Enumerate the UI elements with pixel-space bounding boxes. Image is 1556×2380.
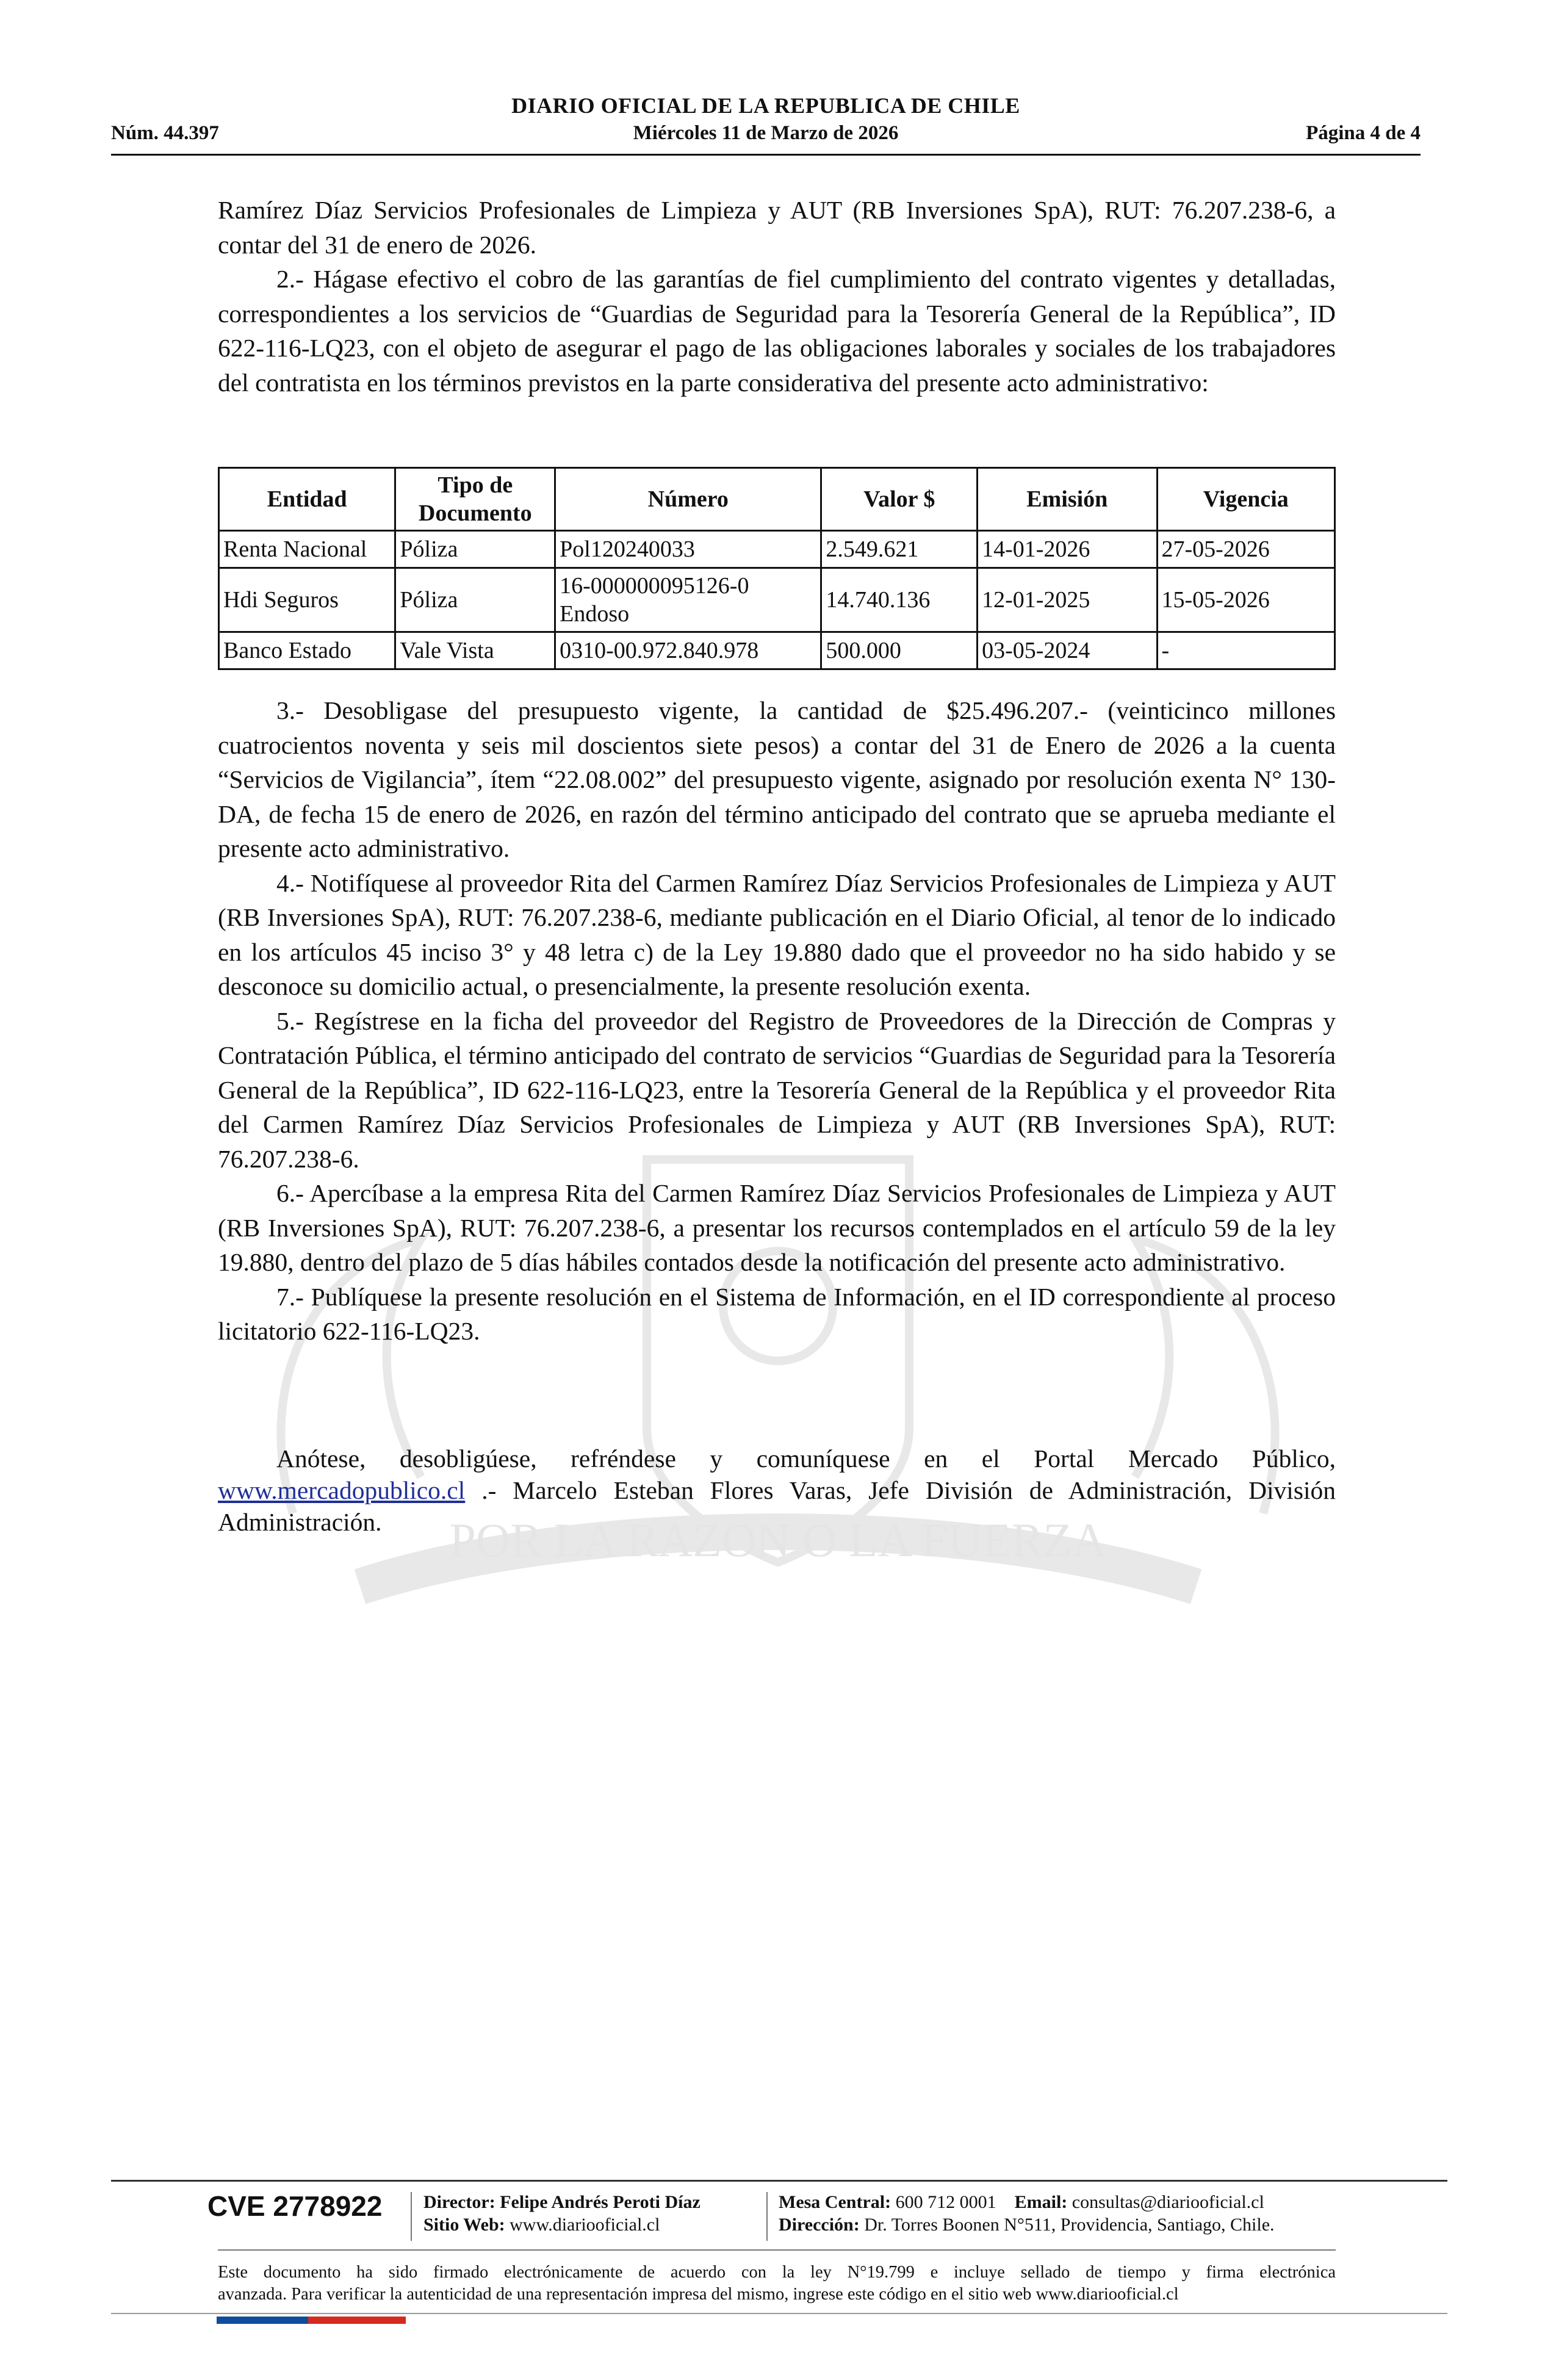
table-cell: 15-05-2026 bbox=[1157, 568, 1335, 632]
table-cell: 14-01-2026 bbox=[978, 531, 1157, 568]
footer-separator bbox=[766, 2192, 768, 2241]
paragraph-2: 2.- Hágase efectivo el cobro de las garantías de fiel cumplimiento del contrato vigentes y detalladas, correspondientes a los servicios de “Guardias de Seguridad para la Tesorería General de la República”, ID 622-116-LQ23, con el objeto de asegurar el pago de las obligaciones laborales y sociales de los trabajadores del contratista en los términos previstos en la parte considerativa del presente acto administrativo: bbox=[218, 265, 1336, 397]
issue-date: Miércoles 11 de Marzo de 2026 bbox=[633, 122, 899, 144]
paragraph-6: 6.- Apercíbase a la empresa Rita del Carmen Ramírez Díaz Servicios Profesionales de Limpieza y AUT (RB Inversiones SpA), RUT: 76.207.238-6, a presentar los recursos contemplados en el artículo 59 de la ley 19.880, dentro del plazo de 5 días hábiles contados desde la notificación del presente acto administrativo. bbox=[218, 1179, 1336, 1276]
closing-paragraph bbox=[218, 1443, 1336, 1538]
body-section-bottom bbox=[218, 693, 1336, 1349]
table-cell: 2.549.621 bbox=[821, 531, 978, 568]
email-address: consultas@diariooficial.cl bbox=[1072, 2192, 1264, 2212]
web-url: www.diariooficial.cl bbox=[510, 2215, 660, 2235]
header-divider bbox=[111, 154, 1421, 156]
paragraph-3: 3.- Desobligase del presupuesto vigente, la cantidad de $25.496.207.- (veinticinco millones cuatrocientos noventa y seis mil doscientos siete pesos) a contar del 31 de Enero de 2026 a la cuenta “Servicios de Vigilancia”, ítem “22.08.002” del presupuesto vigente, asignado por resolución exenta N° 130-DA, de fecha 15 de enero de 2026, en razón del término anticipado del contrato que se aprueba mediante el presente acto administrativo. bbox=[218, 696, 1336, 862]
footer-top-divider bbox=[111, 2180, 1447, 2182]
footer-separator bbox=[411, 2192, 412, 2241]
footer-verification-note bbox=[218, 2262, 1336, 2306]
closing-text: Anótese, desobligúese, refréndese y comuníquese en el Portal Mercado Público, bbox=[276, 1444, 1336, 1473]
flag-red-stripe bbox=[308, 2317, 406, 2324]
table-cell: Vale Vista bbox=[395, 632, 555, 669]
issue-number: Núm. 44.397 bbox=[111, 122, 219, 144]
footer-divider bbox=[218, 2249, 1336, 2251]
table-cell: 14.740.136 bbox=[821, 568, 978, 632]
table-cell: 27-05-2026 bbox=[1157, 531, 1335, 568]
table-cell: 03-05-2024 bbox=[978, 632, 1157, 669]
mesa-label: Mesa Central: bbox=[779, 2192, 891, 2212]
table-row bbox=[219, 568, 1335, 632]
flag-blue-stripe bbox=[217, 2317, 308, 2324]
address: Dr. Torres Boonen N°511, Providencia, Santiago, Chile. bbox=[864, 2215, 1275, 2235]
paragraph-7: 7.- Publíquese la presente resolución en el Sistema de Información, en el ID correspondiente al proceso licitatorio 622-116-LQ23. bbox=[218, 1282, 1336, 1345]
table-cell: 500.000 bbox=[821, 632, 978, 669]
watermark-motto: POR LA RAZON O LA FUERZA bbox=[449, 1513, 1107, 1567]
mercado-publico-link[interactable]: www.mercadopublico.cl bbox=[218, 1476, 466, 1504]
email-label: Email: bbox=[1014, 2192, 1068, 2212]
table-cell: 12-01-2025 bbox=[978, 568, 1157, 632]
cve-code: CVE 2778922 bbox=[207, 2190, 383, 2222]
paragraph-intro: Ramírez Díaz Servicios Profesionales de Limpieza y AUT (RB Inversiones SpA), RUT: 76.207.238-6, a contar del 31 de enero de 2026. bbox=[218, 196, 1336, 259]
paragraph-4: 4.- Notifíquese al proveedor Rita del Carmen Ramírez Díaz Servicios Profesionales de Limpieza y AUT (RB Inversiones SpA), RUT: 76.207.238-6, mediante publicación en el Diario Oficial, al tenor de lo indicado en los artículos 45 inciso 3° y 48 letra c) de la Ley 19.880 dado que el proveedor no ha sido habido y se desconoce su domicilio actual, o presencialmente, la presente resolución exenta. bbox=[218, 868, 1336, 1000]
page-indicator: Página 4 de 4 bbox=[1306, 122, 1421, 144]
table-header-row bbox=[219, 468, 1335, 531]
note-line: Este documento ha sido firmado electrónicamente de acuerdo con la ley N°19.799 e incluye sellado de tiempo y firma electrónica bbox=[218, 2263, 1336, 2282]
table-cell: 16-000000095126-0 Endoso bbox=[555, 568, 821, 632]
table-cell: Banco Estado bbox=[219, 632, 395, 669]
director-name: Felipe Andrés Peroti Díaz bbox=[500, 2192, 701, 2212]
footer-contact-block bbox=[779, 2191, 1275, 2236]
closing-section bbox=[218, 1443, 1336, 1538]
director-label: Director: bbox=[423, 2192, 495, 2212]
footer-bottom-divider bbox=[111, 2313, 1447, 2314]
flag-color-bar bbox=[217, 2317, 406, 2324]
table-cell: Renta Nacional bbox=[219, 531, 395, 568]
table-cell: Pol120240033 bbox=[555, 531, 821, 568]
table-row bbox=[219, 531, 1335, 568]
newspaper-title: DIARIO OFICIAL DE LA REPUBLICA DE CHILE bbox=[511, 93, 1020, 118]
note-line: avanzada. Para verificar la autenticidad de una representación impresa del mismo, ingrese este código en el sitio web www.diariooficial.cl bbox=[218, 2285, 1179, 2304]
column-header: Número bbox=[555, 468, 821, 531]
body-section-top bbox=[218, 193, 1336, 400]
column-header: Entidad bbox=[219, 468, 395, 531]
paragraph-5: 5.- Regístrese en la ficha del proveedor del Registro de Proveedores de la Dirección de Compras y Contratación Pública, el término anticipado del contrato de servicios “Guardias de Seguridad para la Tesorería General de la República”, ID 622-116-LQ23, entre la Tesorería General de la República y el proveedor Rita del Carmen Ramírez Díaz Servicios Profesionales de Limpieza y AUT (RB Inversiones SpA), RUT: 76.207.238-6. bbox=[218, 1006, 1336, 1173]
footer-director-block bbox=[423, 2191, 701, 2236]
signature-text: .- Marcelo Esteban Flores Varas, Jefe División de Administración, División Administración. bbox=[218, 1476, 1336, 1536]
column-header: Emisión bbox=[978, 468, 1157, 531]
table-cell: Hdi Seguros bbox=[219, 568, 395, 632]
mesa-phone: 600 712 0001 bbox=[895, 2192, 996, 2212]
table-cell: Póliza bbox=[395, 531, 555, 568]
column-header: Tipo de Documento bbox=[395, 468, 555, 531]
table-cell: Póliza bbox=[395, 568, 555, 632]
table-cell: 0310-00.972.840.978 bbox=[555, 632, 821, 669]
address-label: Dirección: bbox=[779, 2215, 860, 2235]
column-header: Vigencia bbox=[1157, 468, 1335, 531]
table-cell: - bbox=[1157, 632, 1335, 669]
column-header: Valor $ bbox=[821, 468, 978, 531]
table-row bbox=[219, 632, 1335, 669]
web-label: Sitio Web: bbox=[423, 2215, 505, 2235]
guarantees-table bbox=[218, 467, 1336, 670]
